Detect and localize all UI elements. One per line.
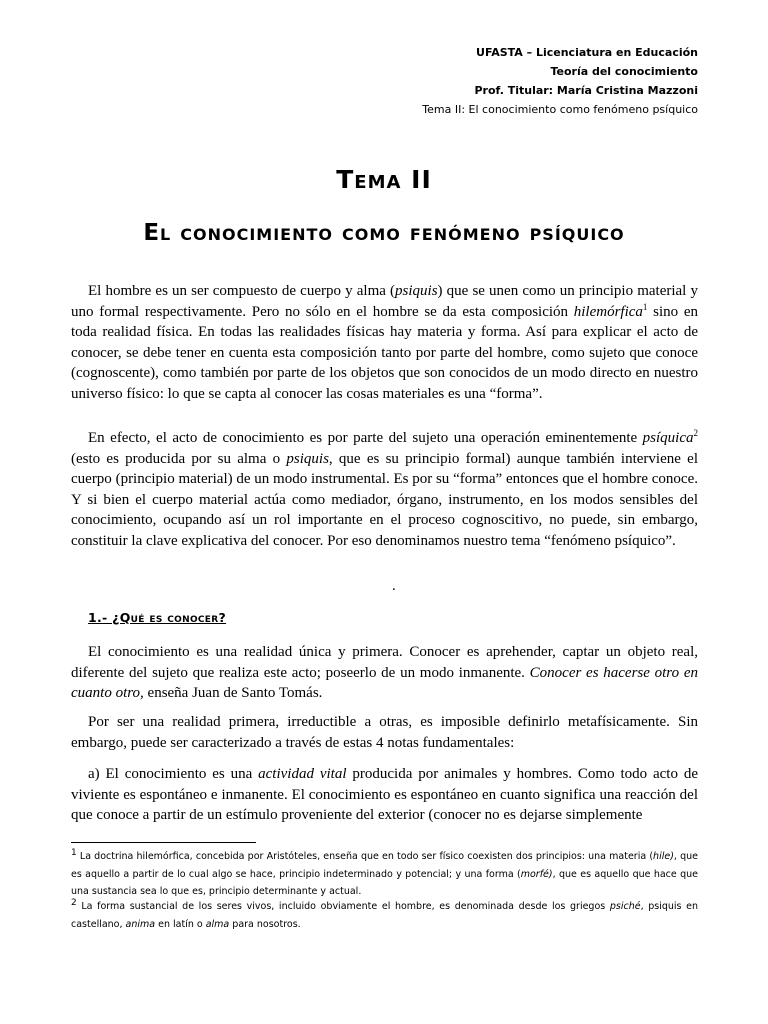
page-header bbox=[422, 43, 698, 119]
paragraph-1: El hombre es un ser compuesto de cuerpo y alma (psiquis) que se unen como un principio material y uno formal respectivamente. Pero no sólo en el hombre se da esta composición hilemórfica$^1$ sino en toda realidad física. En todas las realidades físicas hay materia y forma. Así para explicar el acto de conocer, se debe tener en cuenta esta composición tanto por parte del hombre, como sujeto que conoce (cognoscente), como también por parte de los objetos que son conocidos de un modo directo en nuestro universo físico: lo que se capta al conocer las cosas materiales es una “forma”. bbox=[71, 283, 698, 402]
footnote-ref-1[interactable]: 1 bbox=[642, 301, 648, 312]
page-title: Tema II bbox=[336, 165, 432, 194]
page-subtitle: El conocimiento como fenómeno psíquico bbox=[143, 220, 625, 246]
section-heading-1: 1.- ¿Qué es conocer? bbox=[88, 610, 227, 625]
footnote-1: 1 La doctrina hilemórfica, concebida por Aristóteles, enseña que en todo ser físico coexisten dos principios: una materia (hile), que es aquello a partir de lo cual algo se hace, principio indeterminado y potencial; y una forma (morfé), que es aquello que hace que una sustancia sea lo que es, principio determinante y actual. bbox=[71, 847, 698, 897]
stray-dot: . bbox=[392, 578, 396, 594]
footnote-separator bbox=[71, 842, 256, 843]
footnote-2: 2 La forma sustancial de los seres vivos, incluido obviamente el hombre, es denominada desde los griegos psiché, psiquis en castellano, anima en latín o alma para nosotros. bbox=[71, 897, 698, 930]
paragraph-4: Por ser una realidad primera, irreductible a otras, es imposible definirlo metafísicamente. Sin embargo, puede ser caracterizado a través de estas 4 notas fundamentales: bbox=[71, 714, 698, 751]
header-course: Teoría del conocimiento bbox=[550, 65, 698, 78]
paragraph-2: En efecto, el acto de conocimiento es por parte del sujeto una operación eminentemente psíquica$^2$ (esto es producida por su alma o psiquis, que es su principio formal) aunque también interviene el cuerpo (principio material) de un modo instrumental. Es por su “forma” entonces que el hombre conoce. Y si bien el cuerpo material actúa como mediador, órgano, instrumento, en los modos sensibles del conocimiento, ocupando así un rol importante en el proceso cognoscitivo, no puede, sin embargo, constituir la clave explicativa del conocer. Por eso denominamos nuestro tema “fenómeno psíquico”. bbox=[71, 428, 698, 549]
footnote-ref-2[interactable]: 2 bbox=[693, 428, 698, 438]
header-professor: Prof. Titular: María Cristina Mazzoni bbox=[474, 84, 698, 97]
paragraph-5: a) El conocimiento es una actividad vital producida por animales y hombres. Como todo acto de viviente es espontáneo e inmanente. El conocimiento es espontáneo en cuanto significa una reacción del que conoce a partir de un estímulo proveniente del exterior (conocer no es dejarse simplemente bbox=[71, 766, 699, 823]
header-topic: Tema II: El conocimiento como fenómeno psíquico bbox=[422, 103, 698, 116]
paragraph-3: El conocimiento es una realidad única y primera. Conocer es aprehender, captar un objeto real, diferente del sujeto que realiza este acto; poseerlo de un modo inmanente. Conocer es hacerse otro en cuanto otro, enseña Juan de Santo Tomás. bbox=[71, 644, 698, 701]
header-institution: UFASTA – Licenciatura en Educación bbox=[476, 46, 698, 59]
